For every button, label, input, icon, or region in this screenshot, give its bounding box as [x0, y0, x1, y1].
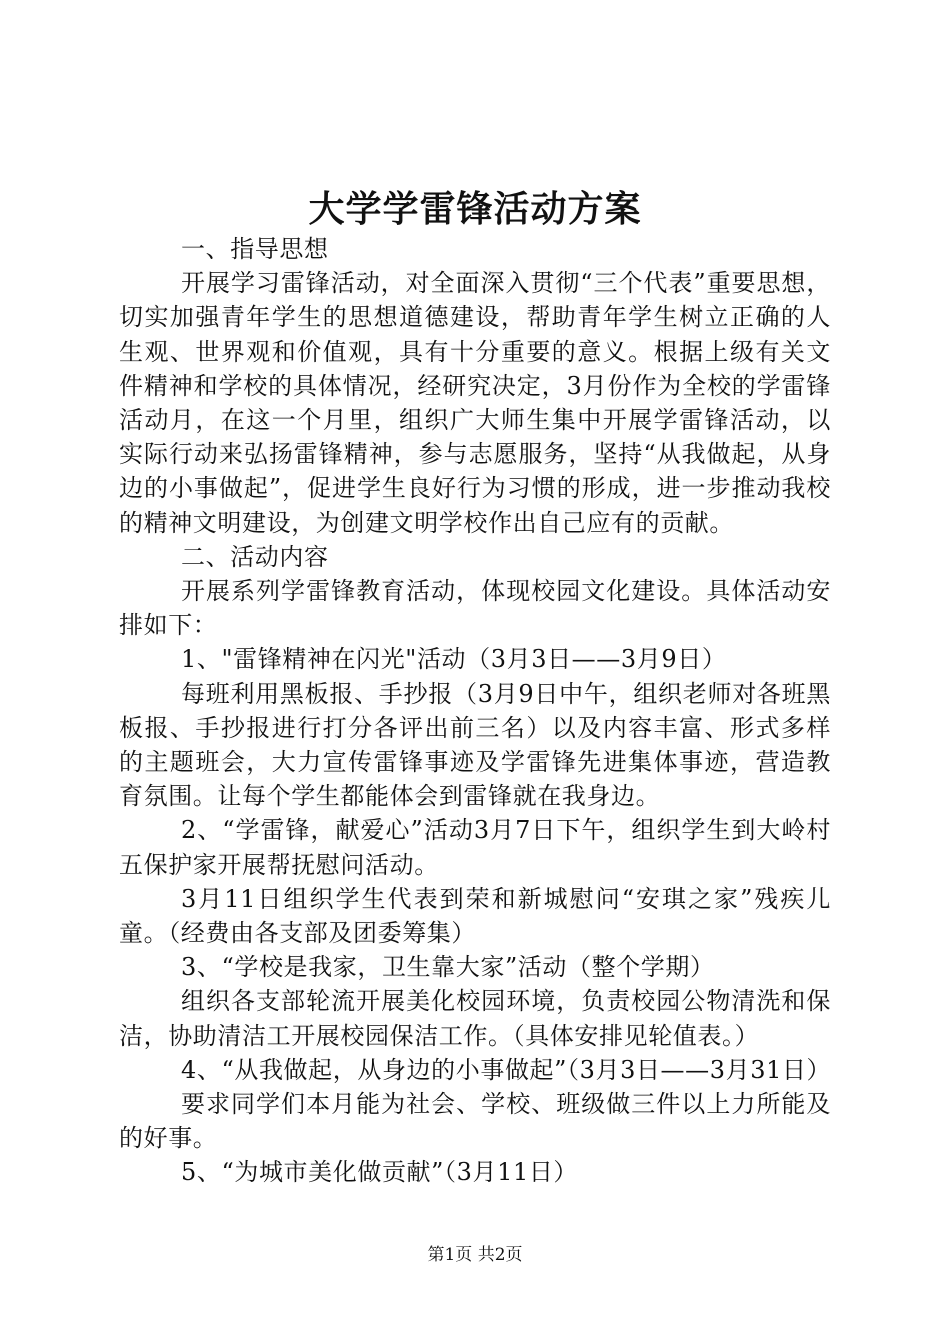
activity-item-2-detail: 3月11日组织学生代表到荣和新城慰问“安琪之家”残疾儿童。（经费由各支部及团委筹集） [119, 884, 831, 948]
activity-item-3-detail: 组织各支部轮流开展美化校园环境，负责校园公物清洗和保洁，协助清洁工开展校园保洁工作。（具体安排见轮值表。） [119, 987, 831, 1050]
activity-item-5-heading: 5、“为城市美化做贡献”（3月11日） [181, 1158, 579, 1187]
activity-item-2-heading: 2、“学雷锋，献爱心”活动3月7日下午，组织学生到大岭村五保护家开展帮抚慰问活动。 [119, 816, 831, 879]
activity-item-1-detail: 每班利用黑板报、手抄报（3月9日中午，组织老师对各班黑板报、手抄报进行打分各评出前三名）以及内容丰富、形式多样的主题班会，大力宣传雷锋事迹及学雷锋先进集体事迹，营造教育氛围。让每个学生都能体会到雷锋就在我身边。 [119, 679, 831, 811]
document-body [119, 232, 831, 1190]
page-number-footer: 第1页 共2页 [427, 1245, 523, 1265]
activity-item-3-heading: 3、“学校是我家，卫生靠大家”活动（整个学期） [181, 953, 715, 982]
page-title: 大学学雷锋活动方案 [308, 188, 642, 230]
section-heading-activity-content: 二、活动内容 [181, 542, 329, 571]
activity-item-1-heading: 1、"雷锋精神在闪光"活动（3月3日——3月9日） [181, 645, 727, 674]
paragraph-guiding-ideology: 开展学习雷锋活动，对全面深入贯彻“三个代表”重要思想，切实加强青年学生的思想道德建设，帮助青年学生树立正确的人生观、世界观和价值观，具有十分重要的意义。根据上级有关文件精神和学校的具体情况，经研究决定，3月份作为全校的学雷锋活动月，在这一个月里，组织广大师生集中开展学雷锋活动，以实际行动来弘扬雷锋精神，参与志愿服务，坚持“从我做起，从身边的小事做起”，促进学生良好行为习惯的形成，进一步推动我校的精神文明建设，为创建文明学校作出自己应有的贡献。 [119, 269, 831, 537]
activity-item-4-detail: 要求同学们本月能为社会、学校、班级做三件以上力所能及的好事。 [119, 1090, 831, 1153]
section-heading-guiding-ideology: 一、指导思想 [181, 235, 329, 263]
activity-item-4-heading: 4、“从我做起，从身边的小事做起”（3月3日——3月31日） [181, 1055, 832, 1084]
paragraph-activity-intro: 开展系列学雷锋教育活动，体现校园文化建设。具体活动安排如下： [119, 577, 831, 640]
